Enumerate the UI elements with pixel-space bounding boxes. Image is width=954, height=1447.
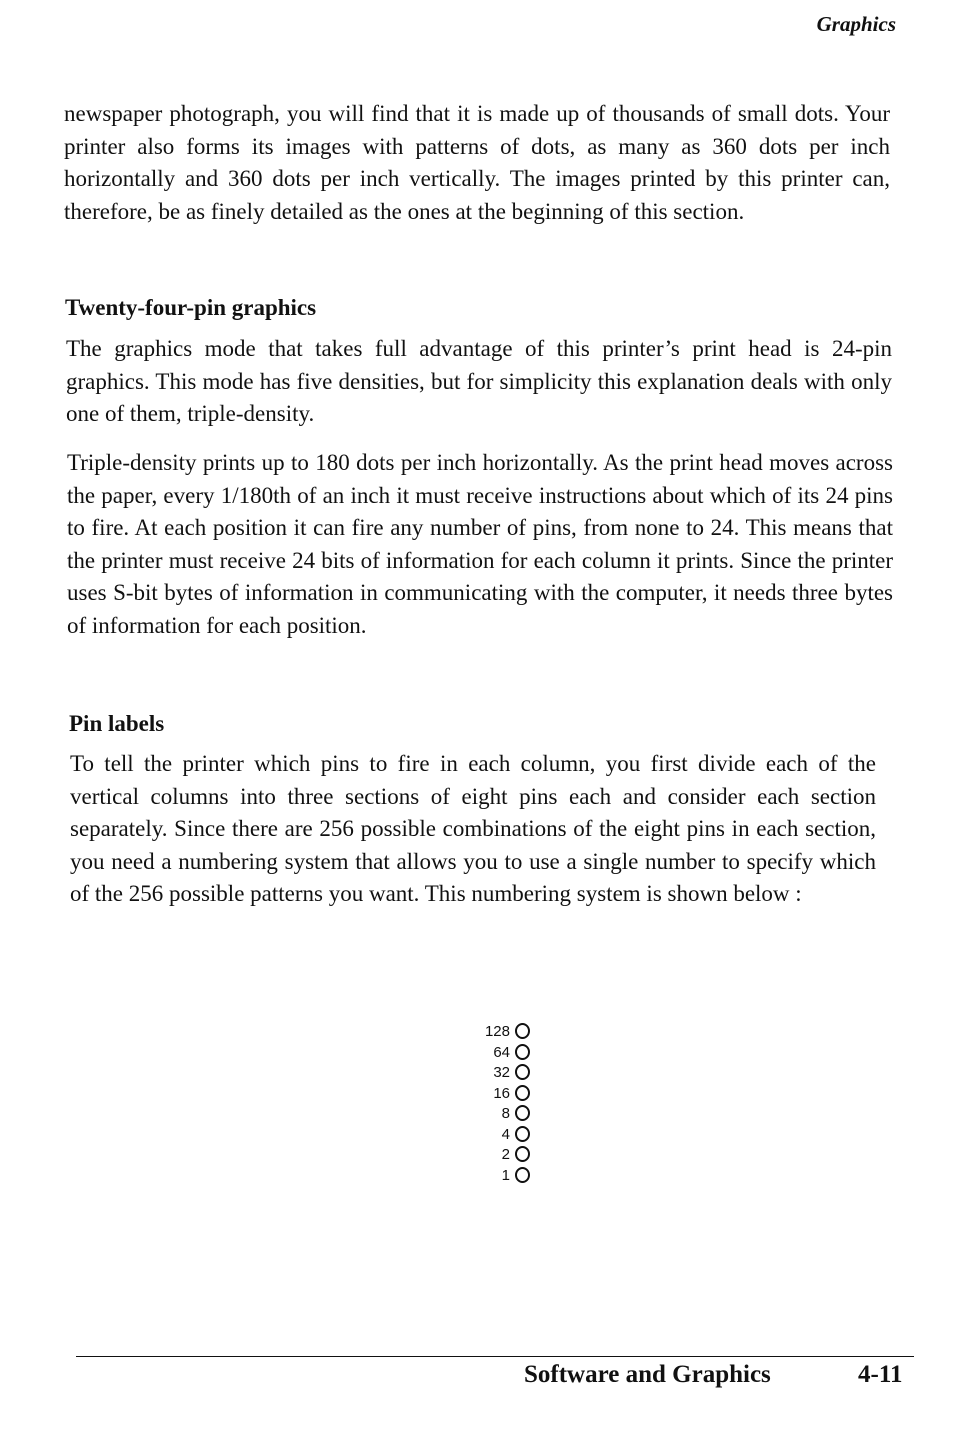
pin-circle-icon [515, 1085, 530, 1101]
pin-row-1 [470, 1166, 550, 1186]
pin-label: 4 [501, 1125, 510, 1143]
pin-circle-icon [515, 1146, 530, 1162]
pin-label: 16 [493, 1084, 510, 1102]
pin-label: 64 [493, 1043, 510, 1061]
section-heading-pin-labels: Pin labels [69, 711, 165, 736]
pin-row-2 [470, 1145, 550, 1165]
pin-circle-icon [515, 1105, 530, 1121]
pin-circle-icon [515, 1023, 530, 1039]
pin-row-64 [470, 1043, 550, 1063]
body-paragraph-graphics-mode: The graphics mode that takes full advantage of this printer’s print head is 24-pin graphics. This mode has five densities, but for simplicity this explanation deals with only one of them, triple-density. [66, 336, 892, 426]
pin-circle-icon [515, 1167, 530, 1183]
pin-label: 32 [493, 1064, 510, 1081]
pin-circle-icon [515, 1126, 530, 1142]
pin-circle-icon [515, 1064, 530, 1080]
section-heading-24-pin-graphics: Twenty-four-pin graphics [65, 295, 317, 320]
pin-row-32 [470, 1063, 550, 1083]
pin-row-8 [470, 1104, 550, 1124]
pin-row-4 [470, 1125, 550, 1145]
pin-row-128 [470, 1022, 550, 1042]
pin-label: 1 [501, 1166, 510, 1184]
pin-numbering-diagram [470, 1022, 550, 1190]
body-paragraph-pin-numbering: To tell the printer which pins to fire in each column, you first divide each of the vertical columns into three sections of eight pins each and consider each section separately. Since there are 256 possible combinations of the eight pins in each section, you need a numbering system that allows you to use a single number to specify which of the 256 possible patterns you want. This numbering system is shown below : [70, 751, 876, 906]
body-paragraph-triple-density: Triple-density prints up to 180 dots per inch horizontally. As the print head moves across the paper, every 1/180th of an inch it must receive instructions about which of its 24 pins to fire. At each position it can fire any number of pins, from none to 24. This means that the printer must receive 24 bits of information for each column it prints. Since the printer uses S-bit bytes of information in communicating with the computer, it needs three bytes of information for each position. [67, 450, 893, 638]
pin-row-16 [470, 1084, 550, 1104]
footer-section-title: Software and Graphics [524, 1361, 771, 1388]
footer-divider [76, 1356, 914, 1357]
pin-label: 128 [484, 1023, 510, 1040]
pin-label: 8 [501, 1105, 510, 1122]
pin-circle-icon [515, 1044, 530, 1060]
body-paragraph-intro: newspaper photograph, you will find that it is made up of thousands of small dots. Your printer also forms its images with patterns of dots, as many as 360 dots per inch horizontally and 360 dots per inch vertically. The images printed by this printer can, therefore, be as finely detailed as the ones at the beginning of this section. [64, 101, 890, 224]
page-number: 4-11 [858, 1361, 903, 1388]
pin-label: 2 [501, 1146, 510, 1163]
running-header: Graphics [816, 12, 896, 36]
